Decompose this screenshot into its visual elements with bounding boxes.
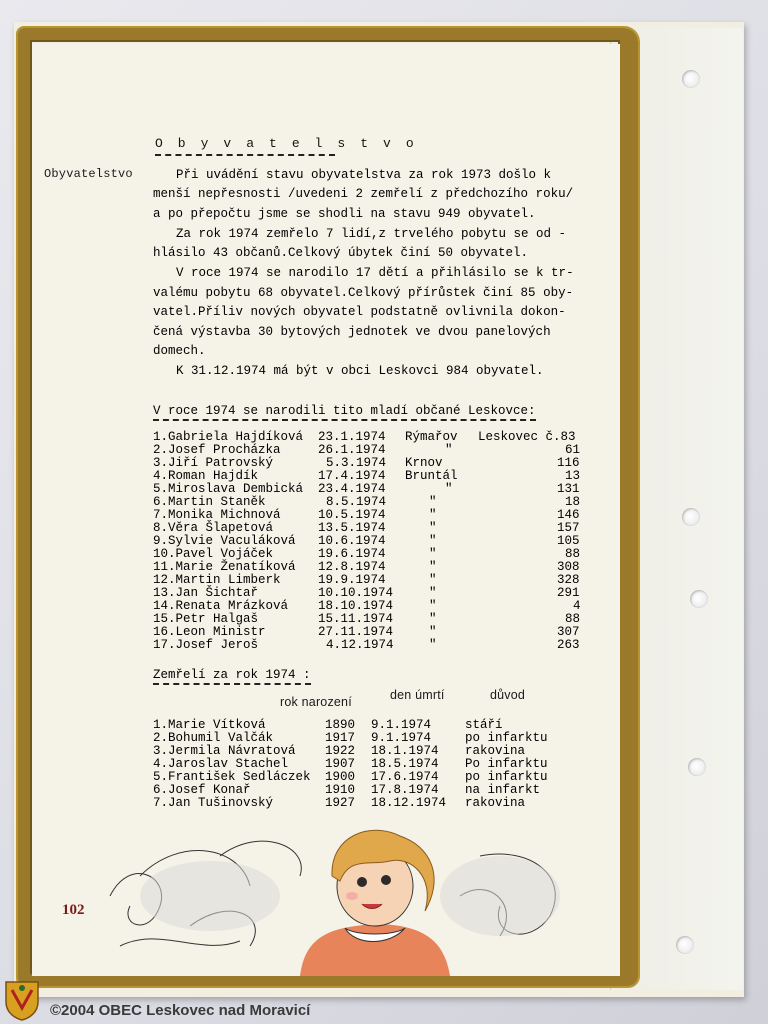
table-row [153,612,581,626]
birth-address: 13 [565,469,581,483]
birth-place: " [429,495,437,509]
birth-name: 9.Sylvie Vaculáková [153,534,296,548]
death-born: 1900 [325,770,356,784]
column-header-cause: důvod [490,688,526,702]
birth-name: 8.Věra Šlapetová [153,521,274,535]
birth-date: 17.4.1974 [318,469,386,483]
table-row [153,770,548,784]
death-date: 17.6.1974 [371,770,439,784]
birth-date: 19.9.1974 [318,573,386,587]
death-born: 1907 [325,757,356,771]
crest-icon [2,978,42,1022]
birth-name: 6.Martin Staněk [153,495,266,509]
column-header-born: rok narození [280,695,352,709]
birth-date: 4.12.1974 [326,638,394,652]
death-date: 18.12.1974 [371,796,447,810]
birth-place: " [429,508,437,522]
punch-hole-icon [688,758,706,776]
birth-place: " [429,638,437,652]
birth-place: " [445,443,453,457]
table-row [153,757,548,771]
birth-address: 18 [565,495,581,509]
death-born: 1917 [325,731,356,745]
birth-place: Rýmařov [405,430,458,444]
death-born: 1890 [325,718,356,732]
birth-address: 307 [557,625,580,639]
column-header-died: den úmrtí [390,688,445,702]
death-date: 18.5.1974 [371,757,439,771]
girl-illustration [100,816,580,976]
table-row [153,547,581,561]
birth-date: 23.1.1974 [318,430,386,444]
margin-label: Obyvatelstvo [44,167,133,181]
birth-date: 18.10.1974 [318,599,394,613]
death-date: 18.1.1974 [371,744,439,758]
death-born: 1922 [325,744,356,758]
text-line: domech. [153,344,206,358]
table-row [153,731,548,745]
table-row [153,744,526,758]
birth-address: Leskovec č.83 [478,430,576,444]
birth-name: 11.Marie Ženatíková [153,560,296,574]
text-line: Za rok 1974 zemřelo 7 lidí,z trvelého pobytu se od - [176,227,567,241]
death-cause: rakovina [465,796,526,810]
table-row [153,718,503,732]
text-line: vatel.Příliv nových obyvatel podstatně ovlivnila dokon- [153,305,566,319]
text-line: hlásilo 43 občanů.Celkový úbytek činí 50 obyvatel. [153,246,529,260]
birth-address: 4 [573,599,581,613]
birth-place: " [429,521,437,535]
table-row [153,638,580,652]
birth-date: 23.4.1974 [318,482,386,496]
title-underline [155,154,335,156]
birth-address: 131 [557,482,580,496]
birth-place: " [429,625,437,639]
birth-date: 5.3.1974 [326,456,387,470]
death-name: 5.František Sedláczek [153,770,311,784]
birth-place: Krnov [405,456,443,470]
text-line: Při uvádění stavu obyvatelstva za rok 1973 došlo k [176,168,552,182]
table-row [153,430,576,444]
table-row [153,495,581,509]
deaths-heading: Zemřelí za rok 1974 : [153,668,311,685]
text-line: valému pobytu 68 obyvatel.Celkový přírůstek činí 85 oby- [153,286,574,300]
birth-date: 10.5.1974 [318,508,386,522]
table-row [153,443,581,457]
death-name: 6.Josef Konař [153,783,251,797]
birth-address: 328 [557,573,580,587]
punch-hole-icon [676,936,694,954]
birth-name: 7.Monika Michnová [153,508,281,522]
birth-name: 2.Josef Procházka [153,443,281,457]
death-born: 1927 [325,796,356,810]
text-line: čená výstavba 30 bytových jednotek ve dvou panelových [153,325,551,339]
birth-name: 12.Martin Limberk [153,573,281,587]
table-row [153,599,581,613]
page-title: O b y v a t e l s t v o [155,136,418,151]
birth-name: 3.Jiří Patrovský [153,456,274,470]
birth-date: 8.5.1974 [326,495,387,509]
birth-date: 27.11.1974 [318,625,394,639]
birth-address: 146 [557,508,580,522]
death-name: 4.Jaroslav Stachel [153,757,289,771]
birth-date: 10.10.1974 [318,586,394,600]
birth-name: 17.Josef Jeroš [153,638,259,652]
birth-address: 308 [557,560,580,574]
birth-place: " [429,599,437,613]
birth-place: Bruntál [405,469,458,483]
birth-date: 19.6.1974 [318,547,386,561]
birth-address: 157 [557,521,580,535]
death-cause: rakovina [465,744,526,758]
death-date: 17.8.1974 [371,783,439,797]
punch-hole-icon [690,590,708,608]
birth-place: " [429,612,437,626]
birth-place: " [429,547,437,561]
birth-place: " [445,482,453,496]
birth-name: 15.Petr Halgaš [153,612,259,626]
death-cause: po infarktu [465,731,548,745]
death-name: 7.Jan Tušinovský [153,796,274,810]
birth-date: 26.1.1974 [318,443,386,457]
birth-place: " [429,560,437,574]
table-row [153,508,580,522]
birth-name: 5.Miroslava Dembická [153,482,304,496]
table-row [153,783,541,797]
birth-place: " [429,586,437,600]
table-row [153,560,580,574]
birth-address: 88 [565,612,581,626]
table-row [153,469,581,483]
text-line: K 31.12.1974 má být v obci Leskovci 984 obyvatel. [176,364,544,378]
text-line: a po přepočtu jsme se shodli na stavu 949 obyvatel. [153,207,536,221]
death-cause: stáří [465,718,503,732]
page-number: 102 [62,902,85,918]
table-row [153,796,526,810]
births-heading: V roce 1974 se narodili tito mladí občané Leskovce: [153,404,536,421]
death-cause: po infarktu [465,770,548,784]
birth-address: 291 [557,586,580,600]
birth-name: 13.Jan Šichtař [153,586,259,600]
death-cause: Po infarktu [465,757,548,771]
birth-name: 16.Leon Ministr [153,625,266,639]
birth-name: 10.Pavel Vojáček [153,547,274,561]
death-name: 2.Bohumil Valčák [153,731,274,745]
death-born: 1910 [325,783,356,797]
birth-place: " [429,534,437,548]
birth-address: 105 [557,534,580,548]
table-row [153,534,580,548]
copyright-footer: ©2004 OBEC Leskovec nad Moravicí [50,1002,311,1019]
punch-hole-icon [682,70,700,88]
birth-place: " [429,573,437,587]
punch-hole-icon [682,508,700,526]
birth-address: 61 [565,443,581,457]
birth-date: 15.11.1974 [318,612,394,626]
birth-address: 263 [557,638,580,652]
text-line: V roce 1974 se narodilo 17 dětí a přihlásilo se k tr- [176,266,574,280]
table-row [153,482,580,496]
table-row [153,586,580,600]
table-row [153,625,580,639]
birth-date: 13.5.1974 [318,521,386,535]
death-date: 9.1.1974 [371,731,432,745]
birth-date: 12.8.1974 [318,560,386,574]
death-name: 3.Jermila Návratová [153,744,296,758]
birth-name: 4.Roman Hajdík [153,469,259,483]
death-date: 9.1.1974 [371,718,432,732]
table-row [153,573,580,587]
table-row [153,456,580,470]
death-cause: na infarkt [465,783,541,797]
table-row [153,521,580,535]
birth-name: 1.Gabriela Hajdíková [153,430,304,444]
birth-name: 14.Renata Mrázková [153,599,289,613]
birth-address: 88 [565,547,581,561]
death-name: 1.Marie Vítková [153,718,266,732]
birth-date: 10.6.1974 [318,534,386,548]
birth-address: 116 [557,456,580,470]
text-line: menší nepřesnosti /uvedeni 2 zemřelí z předchozího roku/ [153,187,574,201]
